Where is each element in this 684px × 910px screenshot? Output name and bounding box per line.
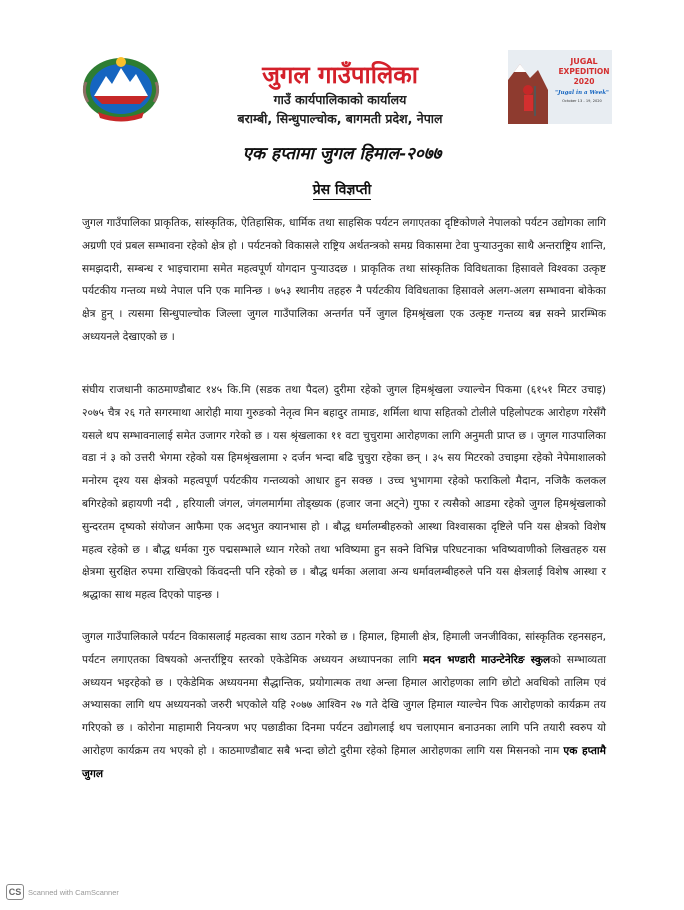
- document-title: एक हप्तामा जुगल हिमाल-२०७७: [242, 144, 442, 164]
- paragraph-3: [82, 626, 606, 786]
- badge-line1: JUGAL: [570, 57, 598, 66]
- badge-tagline: "Jugal in a Week": [555, 90, 609, 96]
- expedition-badge-image: [508, 50, 612, 124]
- school-name-bold: मदन भण्डारी माउन्टेनेरिङ स्कुल: [423, 653, 551, 666]
- document-subtitle: [0, 180, 684, 199]
- office-address: बराम्बी, सिन्धुपाल्चोक, बागमती प्रदेश, नेपाल: [237, 111, 443, 126]
- mission-name-bold: एक हप्तामै जुगल: [82, 744, 606, 780]
- badge-line2: EXPEDITION: [558, 67, 610, 76]
- paragraph-3-part1: जुगल गाउँपालिकाले पर्यटन विकासलाई महत्वका साथ उठान गरेको छ । हिमाल, हिमाली क्षेत्र, हिमाली जनजीविका, सांस्कृतिक रहनसहन, पर्यटन लगाएतका विषयको अन्तर्राष्ट्रिय स्तरको एकेडेमिक अध्ययन अध्यापनका लागि: [82, 631, 606, 666]
- nepal-emblem-icon: [80, 52, 162, 122]
- scanner-text: Scanned with CamScanner: [28, 887, 119, 897]
- office-name: गाउँ कार्यपालिकाको कार्यालय: [273, 92, 407, 107]
- header-block: [160, 60, 520, 128]
- badge-year: 2020: [573, 77, 595, 86]
- subtitle-text: प्रेस विज्ञप्ती: [312, 182, 372, 198]
- paragraph-1: जुगल गाउँपालिका प्राकृतिक, सांस्कृतिक, ऐतिहासिक, धार्मिक तथा साहसिक पर्यटन लगाएतका दृष्टिकोणले नेपालको पर्यटन उद्योगका लागि अग्रणी एवं प्रबल सम्भावना रहेको क्षेत्र हो । पर्यटनको विकासले राष्ट्रिय अर्थतन्त्रको समग्र विकासमा टेवा पुऱ्याउनुका साथै अन्तराष्ट्रिय शान्ति, समझदारी, सम्बन्ध र भाइचारामा समेत महत्वपूर्ण योगदान पुऱ्याउदछ । प्राकृतिक तथा सांस्कृतिक विविधताका हिसावले विश्वका उत्कृष्ट पर्यटकीय गन्तव्य मध्ये नेपाल पनि एक मानिन्छ । ७५३ स्थानीय तहहरु नै पर्यटकीय विविधताका हिसावले अलग-अलग सम्भावना बोकेका क्षेत्र हुन् । त्यसमा सिन्धुपाल्चोक जिल्ला जुगल गाउँपालिका अन्तर्गत पर्ने जुगल हिमश्रृंखला एक उत्कृष्ट गन्तव्य बन्न सक्ने प्रारम्भिक अध्ययनले देखाएको छ ।: [82, 217, 606, 343]
- paragraph-2: संघीय राजधानी काठमाण्डौबाट १४५ कि.मि (सडक तथा पैदल) दुरीमा रहेको जुगल हिमश्रृंखला ज्याल्चेन पिकमा (६१५१ मिटर उचाइ) २०७५ चैत्र २६ गते सगरमाथा आरोही माया गुरुङको नेतृत्व मिन बहादुर तामाङ, शर्मिला थापा सहितको टोलीले पहिलोपटक आरोहण गरेसँगै यसले थप सम्भावनालाई समेत उजागर गरेको छ । यस श्रृंखलाका ११ वटा चुचुरामा आरोहणका लागि अनुमती प्राप्त छ । जुगल गाउपालिका वडा नं ३ को उत्तरी भेगमा रहेको यस हिमश्रृंखलामा २ दर्जन भन्दा बढि चुचुरा रहेका छन् । ३५ सय मिटरको उचाइमा रहेको नेपेमाशालको मनोरम दृश्य यस क्षेत्रको महत्वपूर्ण पर्यटकीय गन्तव्यको आधार हुन सक्छ । उच्च भुभागमा रहेको फराकिलो मैदान, नजिकै कलकल बगिरहेको ब्रहायणी नदी , हरियाली जंगल, जंगलमार्गमा तोड्ख्यक (हजार जना अट्ने) गुफा र त्यसैको आडमा रहेको जुगल हिमश्रृंखलाको सुन्दरतम दृष्यको संयोजन आफैमा एक अदभुत क्यानभास हो । बौद्ध धर्मालम्बीहरुको आस्था विश्वासका दृष्टिले पनि यस क्षेत्रको विशेष महत्व रहेको छ । बौद्ध धर्मका गुरु पद्मसम्भाले ध्यान गरेको तथा भविष्यमा हुन सक्ने विभिन्न परिघटनाका भविष्यवाणीको लिखतहरु यस क्षेत्रमा सुरक्षित रुपमा राखिएको किंवदन्ती पनि रहेको छ । बौद्ध धर्मका अलावा अन्य धर्मावलम्बीहरुले पनि यस क्षेत्रलाई विशेष आस्था र श्रद्धाका साथ महत्व दिएको पाइन्छ ।: [82, 384, 606, 602]
- paragraph-3-part2: को सम्भाव्यता अध्ययन भइरहेको छ । एकेडेमिक अध्ययनमा सैद्धान्तिक, प्रयोगात्मक तथा अन्ला हिमाल आरोहणका लागि छोटो अवधिको तालिम एवं अभ्यासका लागि थप अध्ययनको जरुरी भएकोले यहि २०७७ आश्विन २७ गते देखि जुगल हिमाल ग्याल्चेन पिक आरोहणको कार्यक्रम तय गरिएको छ । कोरोना माहामारी नियन्त्रण भए पछाडीका दिनमा पर्यटन उद्योगलाई थप चलाएमान बनाउनका लागि पनि तयारी स्वरुप यो आरोहण कार्यक्रम तय भएको हो । काठमाण्डौबाट सबै भन्दा छोटो दुरीमा रहेको हिमाल आरोहणका लागि यस मिसनको नाम: [82, 653, 606, 757]
- camscanner-logo-icon: CS: [6, 884, 24, 900]
- badge-dates: October 13 - 19, 2020: [562, 99, 602, 103]
- org-name: जुगल गाउँपालिका: [262, 60, 418, 89]
- scanner-watermark: [6, 884, 119, 900]
